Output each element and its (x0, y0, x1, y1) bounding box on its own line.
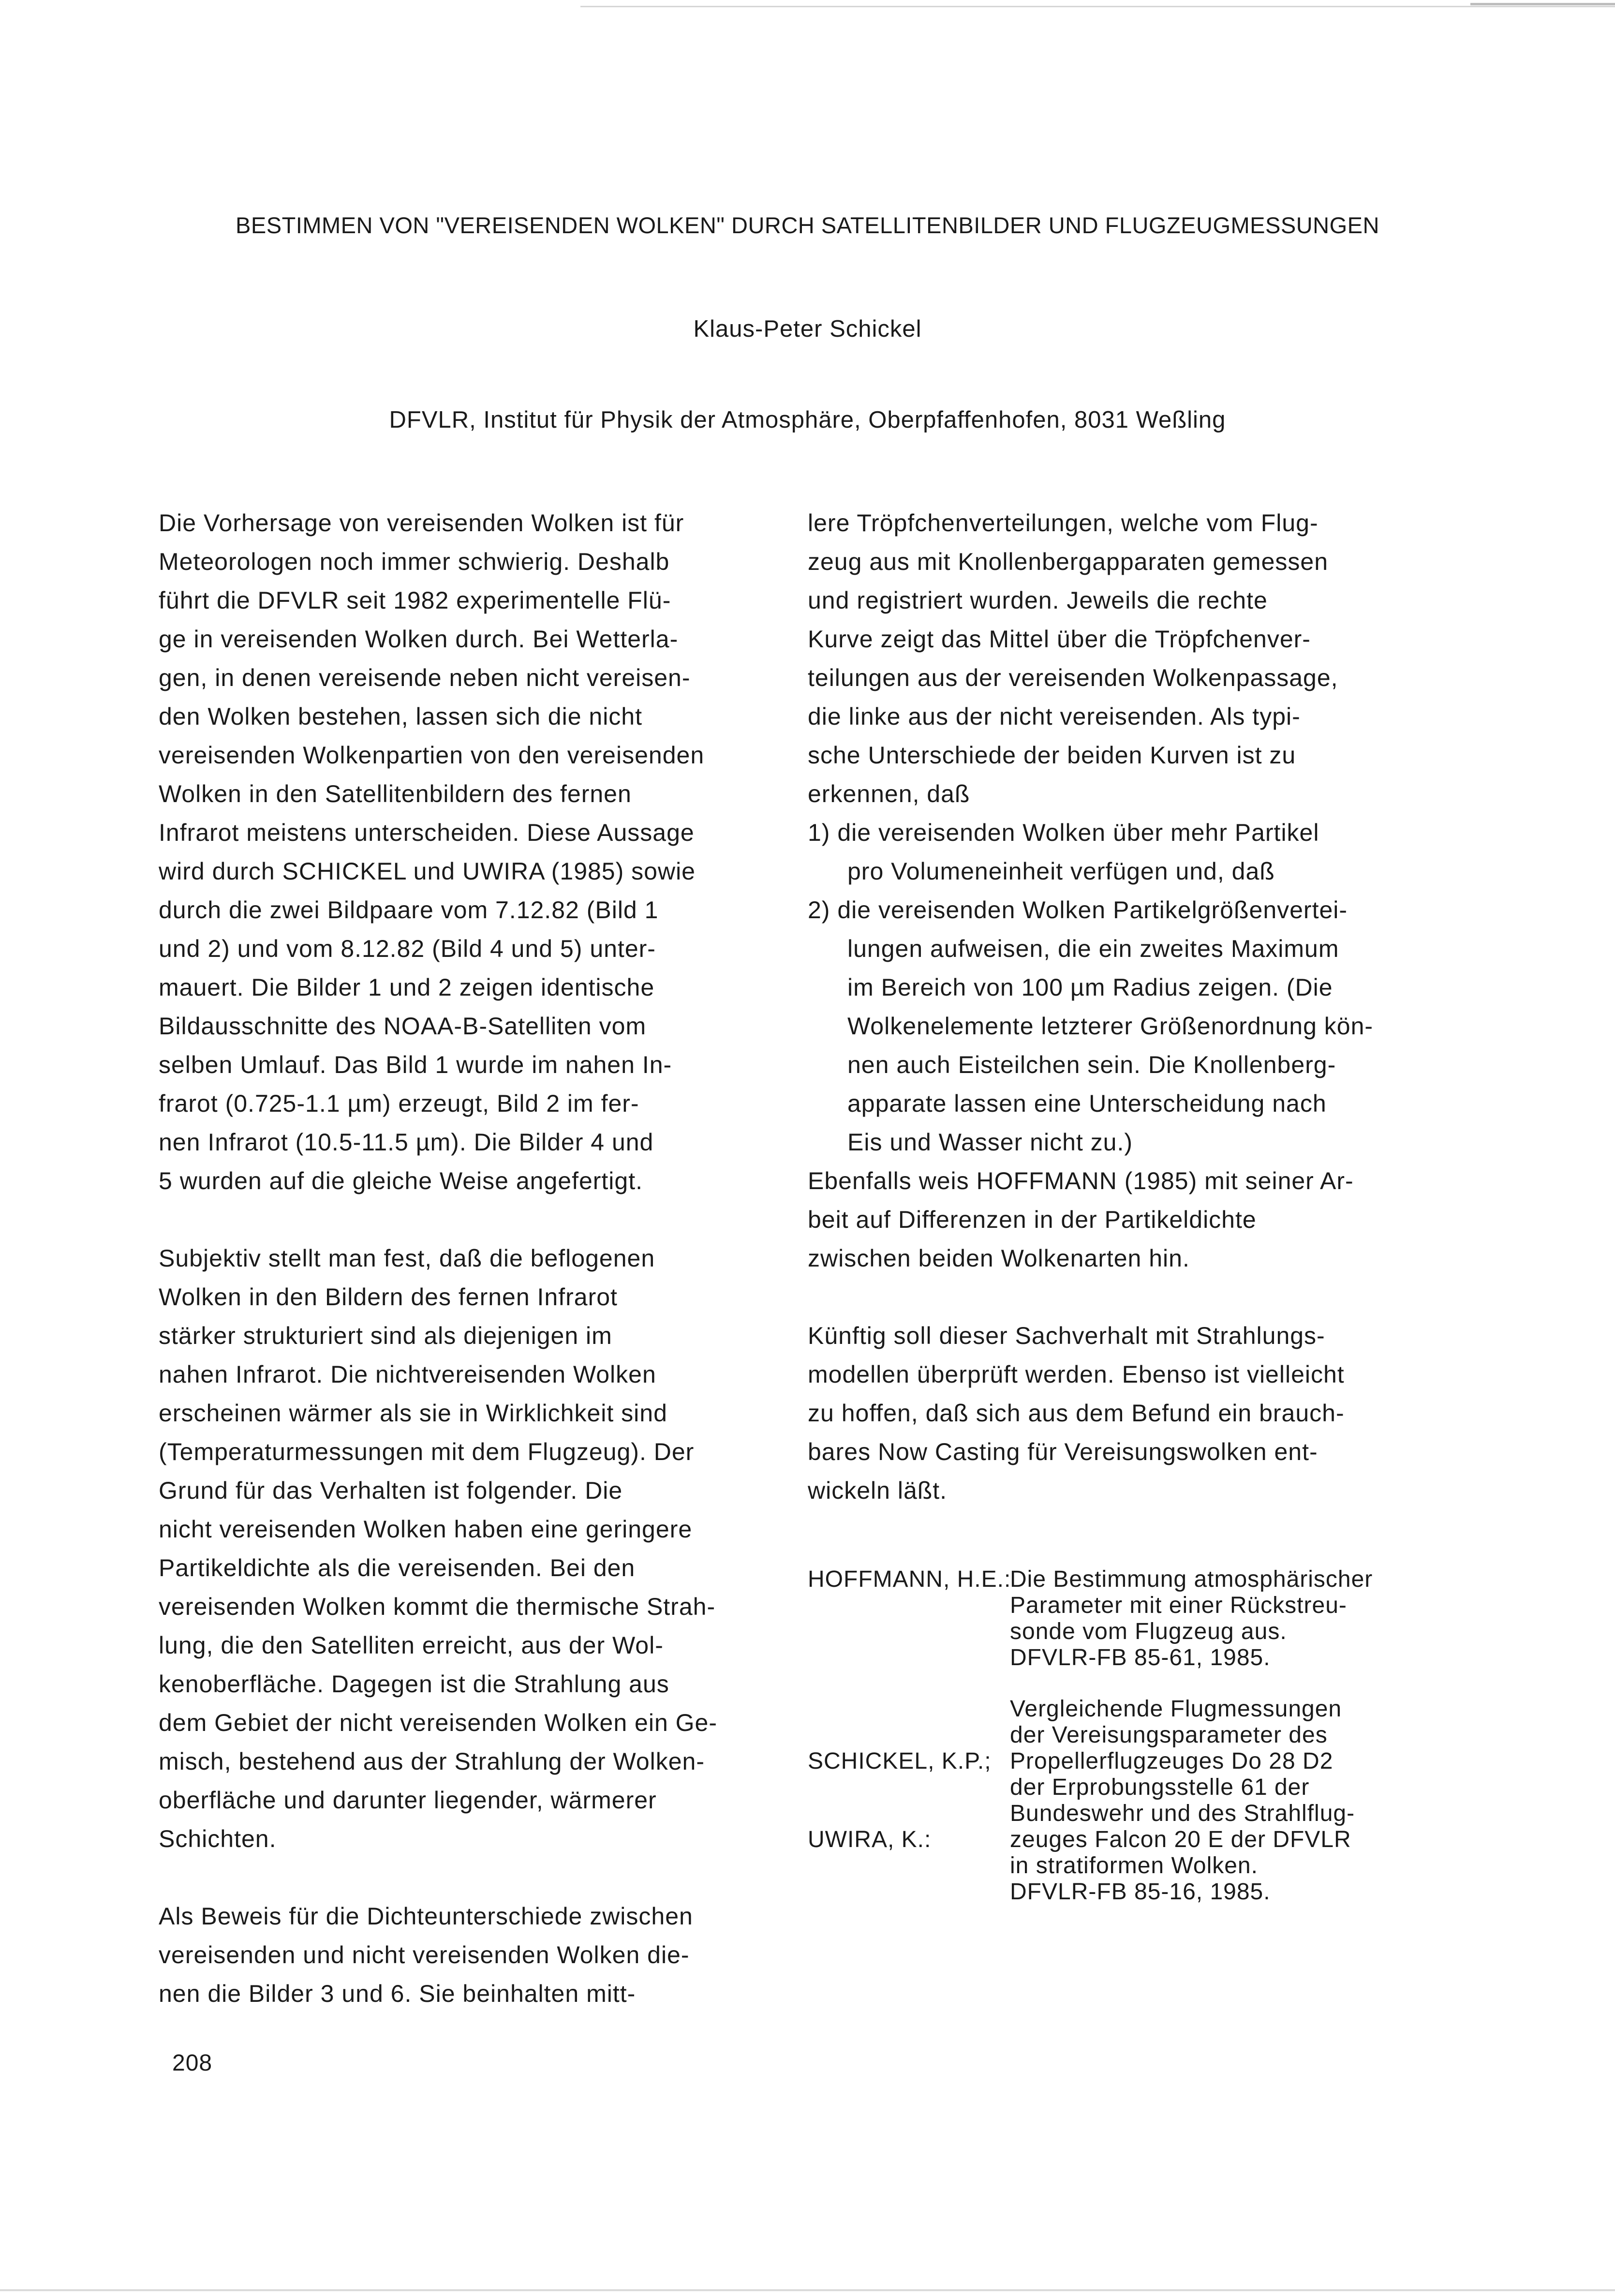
text-line: bares Now Casting für Vereisungswolken ent- (808, 1438, 1318, 1465)
text-line: vereisenden Wolkenpartien von den vereisenden (159, 742, 705, 769)
text-line: nicht vereisenden Wolken haben eine geringere (159, 1516, 693, 1543)
text-line: apparate lassen eine Unterscheidung nach (847, 1090, 1327, 1117)
text-line: vereisenden und nicht vereisenden Wolken die- (159, 1941, 690, 1968)
text-line: pro Volumeneinheit verfügen und, daß (847, 858, 1275, 885)
text-line: Grund für das Verhalten ist folgender. Die (159, 1477, 623, 1504)
left-column (159, 504, 787, 2013)
text-line: erkennen, daß (808, 780, 970, 807)
text-line: nen die Bilder 3 und 6. Sie beinhalten mitt- (159, 1980, 636, 2007)
text-line: wickeln läßt. (808, 1477, 948, 1504)
text-line: frarot (0.725-1.1 µm) erzeugt, Bild 2 im fer- (159, 1090, 639, 1117)
text-line: Meteorologen noch immer schwierig. Deshalb (159, 548, 670, 575)
reference-hoffmann (808, 1566, 1373, 1671)
author-affiliation: DFVLR, Institut für Physik der Atmosphäre, Oberpfaffenhofen, 8031 Weßling (389, 407, 1226, 433)
list-item-2 (808, 891, 1451, 1162)
text-line: Wolken in den Bildern des fernen Infrarot (159, 1283, 618, 1311)
text-line: Wolken in den Satellitenbildern des fernen (159, 780, 632, 807)
text-line: Infrarot meistens unterscheiden. Diese Aussage (159, 819, 695, 846)
text-line: zeug aus mit Knollenbergapparaten gemessen (808, 548, 1329, 575)
text-line: stärker strukturiert sind als diejenigen im (159, 1322, 612, 1349)
text-line: zwischen beiden Wolkenarten hin. (808, 1245, 1190, 1272)
text-line: kenoberfläche. Dagegen ist die Strahlung aus (159, 1670, 669, 1698)
text-line: (Temperaturmessungen mit dem Flugzeug). Der (159, 1438, 695, 1465)
right-paragraph-1 (808, 504, 1451, 813)
text-line: sche Unterschiede der beiden Kurven ist zu (808, 742, 1296, 769)
right-paragraph-2 (808, 1162, 1451, 1278)
text-line: gen, in denen vereisende neben nicht vereisen- (159, 664, 691, 691)
text-line: Als Beweis für die Dichteunterschiede zwischen (159, 1903, 693, 1930)
text-line: wird durch SCHICKEL und UWIRA (1985) sowie (159, 858, 696, 885)
text-line: den Wolken bestehen, lassen sich die nicht (159, 703, 643, 730)
text-line: 5 wurden auf die gleiche Weise angefertigt. (159, 1167, 643, 1194)
text-line: dem Gebiet der nicht vereisenden Wolken ein Ge- (159, 1709, 718, 1736)
text-line: erscheinen wärmer als sie in Wirklichkeit sind (159, 1400, 667, 1427)
paragraph-gap (159, 1200, 787, 1239)
text-line: oberfläche und darunter liegender, wärmerer (159, 1787, 657, 1814)
text-line: Bildausschnitte des NOAA-B-Satelliten vom (159, 1013, 647, 1040)
text-line: und 2) und vom 8.12.82 (Bild 4 und 5) unter- (159, 935, 656, 962)
text-line: Subjektiv stellt man fest, daß die beflogenen (159, 1245, 655, 1272)
list-item-1 (808, 813, 1451, 891)
text-line: Eis und Wasser nicht zu.) (847, 1129, 1133, 1156)
text-line: selben Umlauf. Das Bild 1 wurde im nahen In- (159, 1051, 672, 1078)
text-line: nen Infrarot (10.5-11.5 µm). Die Bilder 4 und (159, 1129, 654, 1156)
reference-citation: Vergleichende Flugmessungen der Vereisungsparameter des Propellerflugzeuges Do 28 D2 der Erprobungsstelle 61 der Bundeswehr und des Strahlflug- zeuges Falcon 20 E der DFVLR in stratiformen Wolken. DFVLR-FB 85-16, 1985. (1010, 1696, 1355, 1905)
scan-artifact-top (580, 6, 1615, 7)
paper-title: BESTIMMEN VON "VEREISENDEN WOLKEN" DURCH SATELLITENBILDER UND FLUGZEUGMESSUNGEN (236, 212, 1379, 238)
text-line: lung, die den Satelliten erreicht, aus der Wol- (159, 1632, 664, 1659)
reference-schickel-uwira (808, 1696, 1355, 1905)
text-line: nen auch Eisteilchen sein. Die Knollenberg- (847, 1051, 1336, 1078)
text-line: Künftig soll dieser Sachverhalt mit Strahlungs- (808, 1322, 1325, 1349)
text-line: modellen überprüft werden. Ebenso ist vielleicht (808, 1361, 1345, 1388)
text-line: teilungen aus der vereisenden Wolkenpassage, (808, 664, 1338, 691)
right-paragraph-3 (808, 1316, 1451, 1510)
text-line: zu hoffen, daß sich aus dem Befund ein brauch- (808, 1400, 1345, 1427)
reference-citation: Die Bestimmung atmosphärischer Parameter mit einer Rückstreu- sonde vom Flugzeug aus. DFVLR-FB 85-61, 1985. (1010, 1566, 1373, 1670)
text-line: führt die DFVLR seit 1982 experimentelle Flü- (159, 587, 671, 614)
text-line: nahen Infrarot. Die nichtvereisenden Wolken (159, 1361, 656, 1388)
reference-author-label: SCHICKEL, K.P.; UWIRA, K.: (808, 1748, 992, 1852)
text-line: Die Vorhersage von vereisenden Wolken ist für (159, 509, 684, 537)
text-line: und registriert wurden. Jeweils die rechte (808, 587, 1268, 614)
scan-artifact-top-right (1470, 3, 1615, 5)
text-line: durch die zwei Bildpaare vom 7.12.82 (Bild 1 (159, 896, 659, 924)
text-line: ge in vereisenden Wolken durch. Bei Wetterla- (159, 626, 679, 653)
left-paragraph-2 (159, 1239, 787, 1858)
author-name: Klaus-Peter Schickel (693, 316, 922, 342)
scan-artifact-bottom (0, 2289, 1615, 2291)
text-line: misch, bestehend aus der Strahlung der Wolken- (159, 1748, 705, 1775)
text-line: 1) die vereisenden Wolken über mehr Partikel (808, 819, 1319, 846)
left-paragraph-3 (159, 1897, 787, 2013)
paragraph-gap (159, 1858, 787, 1897)
reference-author-label: HOFFMANN, H.E.: (808, 1566, 1011, 1592)
text-line: mauert. Die Bilder 1 und 2 zeigen identische (159, 974, 655, 1001)
left-paragraph-1 (159, 504, 787, 1200)
text-line: Kurve zeigt das Mittel über die Tröpfchenver- (808, 626, 1311, 653)
text-line: lungen aufweisen, die ein zweites Maximum (847, 935, 1339, 962)
paragraph-gap (808, 1278, 1451, 1316)
text-line: die linke aus der nicht vereisenden. Als typi- (808, 703, 1301, 730)
text-line: beit auf Differenzen in der Partikeldichte (808, 1206, 1257, 1233)
page-number: 208 (172, 2050, 213, 2076)
right-column (808, 504, 1451, 1510)
text-line: Wolkenelemente letzterer Größenordnung kön- (847, 1013, 1374, 1040)
text-line: Schichten. (159, 1825, 277, 1852)
text-line: Partikeldichte als die vereisenden. Bei den (159, 1554, 636, 1581)
text-line: vereisenden Wolken kommt die thermische Strah- (159, 1593, 716, 1620)
text-line: 2) die vereisenden Wolken Partikelgrößenvertei- (808, 896, 1348, 924)
text-line: lere Tröpfchenverteilungen, welche vom Flug- (808, 509, 1319, 537)
text-line: Ebenfalls weis HOFFMANN (1985) mit seiner Ar- (808, 1167, 1354, 1194)
text-line: im Bereich von 100 µm Radius zeigen. (Die (847, 974, 1333, 1001)
